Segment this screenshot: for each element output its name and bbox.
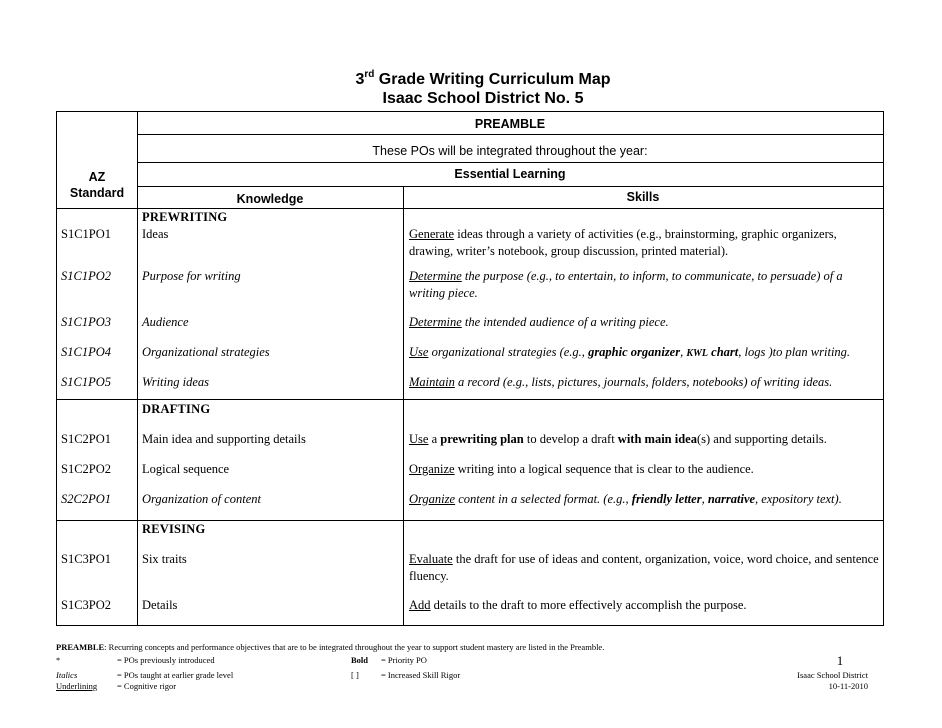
section-heading: REVISING (142, 522, 206, 536)
skill-text: , (701, 492, 708, 506)
skill-text: the purpose (e.g., to entertain, to inform, to communicate, to persuade) of a writing piece. (409, 269, 843, 300)
skill-item (409, 551, 879, 585)
legend-desc: = POs taught at earlier grade level (117, 670, 234, 680)
skill-bold-term: prewriting plan (440, 432, 524, 446)
skill-text: , expository text). (755, 492, 842, 506)
knowledge-item: Details (142, 598, 178, 612)
standard-code: S1C1PO1 (61, 227, 112, 241)
az-standard-header: AZ Standard (69, 170, 125, 200)
skill-text: writing into a logical sequence that is clear to the audience. (454, 462, 754, 476)
skill-verb: Use (409, 432, 429, 446)
essential-learning-header: Essential Learning (454, 167, 566, 181)
skill-text: to develop a draft (523, 432, 618, 446)
standard-code: S2C2PO1 (61, 492, 111, 506)
skill-bold-term: KWL (686, 348, 709, 359)
knowledge-item: Six traits (142, 552, 187, 566)
skill-text: (s) and supporting details. (696, 432, 827, 446)
footer-preamble-note: PREAMBLE: Recurring concepts and performance objectives that are to be integrated throughout the year to support student mastery are listed in the Preamble. (56, 642, 605, 652)
skill-verb: Maintain (409, 375, 455, 389)
legend-key: * (56, 655, 61, 665)
knowledge-item: Main idea and supporting details (142, 432, 306, 446)
skill-item (409, 374, 879, 391)
standard-code: S1C3PO2 (61, 598, 112, 612)
standard-code: S1C2PO2 (61, 462, 112, 476)
knowledge-item: Ideas (142, 227, 169, 241)
skill-bold-term: with main idea (617, 432, 697, 446)
knowledge-item: Purpose for writing (142, 269, 241, 283)
skill-verb: Use (409, 345, 429, 359)
standard-code: S1C1PO2 (61, 269, 111, 283)
skill-verb: Organize (409, 462, 455, 476)
skill-bold-term: friendly letter (631, 492, 702, 506)
knowledge-item: Audience (142, 315, 189, 329)
divider (137, 112, 138, 625)
skill-item (409, 344, 879, 362)
standard-code: S1C1PO5 (61, 375, 111, 389)
skill-verb: Generate (409, 227, 455, 241)
skill-text: , logs )to plan writing. (738, 345, 851, 359)
legend-key: Underlining (56, 681, 98, 691)
standard-code: S1C3PO1 (61, 552, 112, 566)
standard-code: S1C2PO1 (61, 432, 112, 446)
page-title: 3rd Grade Writing Curriculum Map (355, 69, 611, 88)
skill-item (409, 314, 879, 331)
skill-verb: Add (409, 598, 431, 612)
skill-verb: Determine (409, 315, 462, 329)
skill-text: organizational strategies (e.g., (428, 345, 589, 359)
skill-bold-term: graphic organizer (588, 345, 681, 359)
skill-text: the draft for use of ideas and content, organization, voice, word choice, and sentence fluency. (409, 552, 879, 583)
skill-item (409, 461, 879, 478)
skill-text: content in a selected format. (e.g., (455, 492, 632, 506)
divider (137, 162, 883, 163)
section-heading: PREWRITING (142, 210, 228, 224)
legend-desc: = Cognitive rigor (117, 681, 177, 691)
divider (57, 399, 883, 400)
page-subtitle: Isaac School District No. 5 (382, 90, 584, 107)
section-heading: DRAFTING (142, 402, 211, 416)
legend-key: Italics (56, 670, 78, 680)
curriculum-table (56, 111, 884, 626)
preamble-label: PREAMBLE (474, 117, 546, 131)
skill-text: details to the draft to more effectively accomplish the purpose. (430, 598, 747, 612)
footer-date: 10-11-2010 (828, 681, 868, 691)
standard-code: S1C1PO4 (61, 345, 111, 359)
knowledge-item: Organizational strategies (142, 345, 270, 359)
standard-code: S1C1PO3 (61, 315, 111, 329)
skill-item (409, 597, 879, 614)
footer-district: Isaac School District (797, 670, 868, 680)
skill-text: ideas through a variety of activities (e.g., brainstorming, graphic organizers, drawing, writer’s notebook, group discussion, printed material). (409, 227, 837, 258)
legend-desc: = Priority PO (381, 655, 427, 665)
skill-verb: Evaluate (409, 552, 453, 566)
knowledge-item: Logical sequence (142, 462, 230, 476)
knowledge-item: Organization of content (142, 492, 261, 506)
skill-verb: Organize (409, 492, 456, 506)
skills-header: Skills (626, 190, 660, 204)
legend-desc: = POs previously introduced (117, 655, 215, 665)
skill-bold-term: narrative (707, 492, 756, 506)
knowledge-header: Knowledge (236, 192, 304, 206)
legend-desc: = Increased Skill Rigor (381, 670, 461, 680)
divider (137, 134, 883, 135)
skill-item (409, 268, 879, 302)
skill-bold-term: chart (708, 345, 739, 359)
divider (403, 186, 404, 625)
legend-key: Bold (351, 655, 369, 665)
skill-text: a (428, 432, 441, 446)
skill-text: , (680, 345, 687, 359)
knowledge-item: Writing ideas (142, 375, 210, 389)
divider (137, 186, 883, 187)
skill-item (409, 226, 879, 260)
skill-text: a record (e.g., lists, pictures, journals, folders, notebooks) of writing ideas. (454, 375, 833, 389)
skill-text: the intended audience of a writing piece. (461, 315, 669, 329)
page-number: 1 (836, 653, 844, 668)
skill-item (409, 431, 879, 448)
legend-key: [ ] (351, 670, 359, 680)
skill-verb: Determine (409, 269, 462, 283)
skill-item (409, 491, 879, 508)
preamble-note: These POs will be integrated throughout the year: (372, 144, 648, 158)
